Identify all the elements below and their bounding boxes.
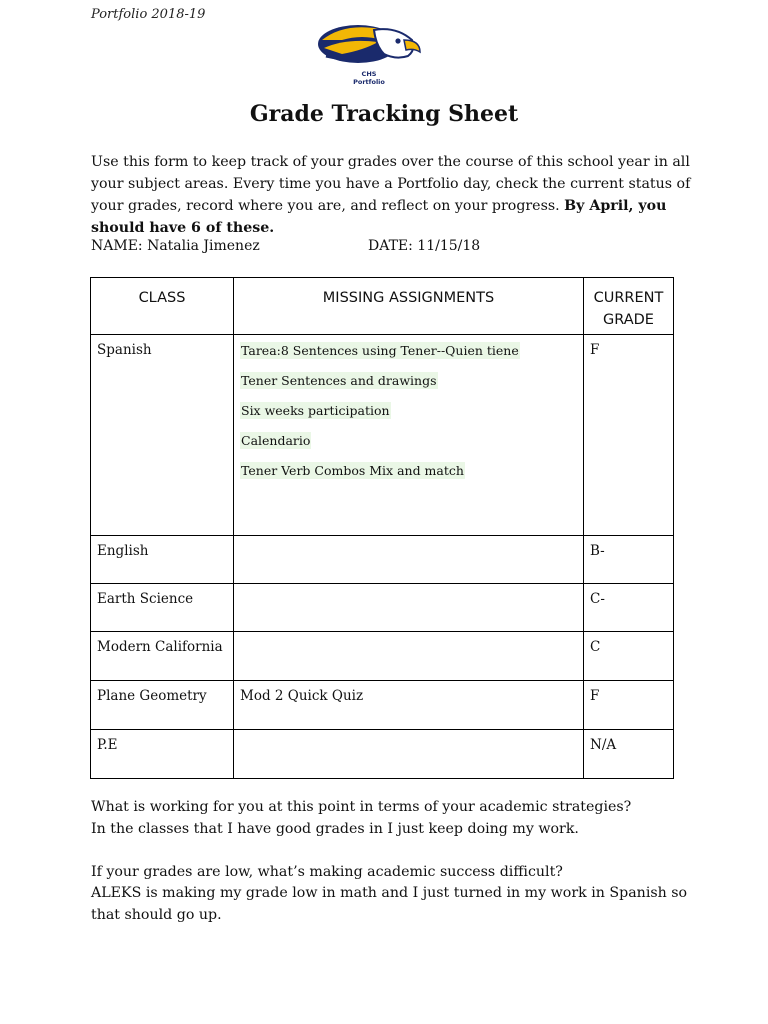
page-title: Grade Tracking Sheet [249,101,519,127]
intro-text: Use this form to keep track of your grades over the course of this school year in all your subject areas. Every time you have a Portfolio day, check the current status of your grades, record where you are, and reflect on your progress. [91,154,691,214]
assignment-item: Six weeks participation [241,403,390,418]
class-name: Earth Science [97,591,194,607]
current-grade: F [590,342,600,358]
missing-assignments [234,536,583,543]
missing-assignments: Mod 2 Quick Quiz [240,688,364,704]
assignment-item: Tener Sentences and drawings [241,373,437,388]
missing-assignments [234,584,583,591]
missing-assignments-list [234,335,583,492]
assignment-item: Calendario [241,433,311,448]
portfolio-year-note: Portfolio 2018-19 [91,7,206,22]
assignment-item: Tarea:8 Sentences using Tener--Quien tiene [241,343,519,358]
reflection-answer: In the classes that I have good grades in I just keep doing my work. [91,821,579,837]
class-name: Spanish [97,342,152,358]
class-name: English [97,543,149,559]
intro-bold-text: By April, you should have 6 of these. [91,198,667,236]
current-grade: F [590,688,600,704]
table-row [91,536,674,584]
sheet-date: DATE: 11/15/18 [368,238,481,254]
missing-assignments [234,730,583,737]
header-missing-assignments: MISSING ASSIGNMENTS [234,278,584,335]
current-grade: B- [590,543,605,559]
current-grade: N/A [590,737,617,753]
reflection-question: If your grades are low, what’s making academic success difficult? [91,864,563,880]
header-class: CLASS [91,278,234,335]
table-row [91,335,674,536]
table-row [91,584,674,632]
table-row [91,632,674,681]
missing-assignments [234,632,583,639]
grades-table [90,277,674,779]
class-name: P.E [97,737,118,753]
class-name: Plane Geometry [97,688,207,704]
header-current-grade: CURRENT GRADE [584,278,674,335]
intro-paragraph [91,151,691,239]
class-name: Modern California [97,639,223,655]
current-grade: C- [590,591,605,607]
current-grade: C [590,639,601,655]
student-name: NAME: Natalia Jimenez [91,238,260,254]
table-header-row [91,278,674,335]
logo-caption: CHS Portfolio [353,70,385,86]
reflection-question: What is working for you at this point in terms of your academic strategies? [91,799,632,815]
table-row [91,730,674,779]
table-row [91,681,674,730]
assignment-item: Tener Verb Combos Mix and match [241,463,464,478]
reflection-answer: ALEKS is making my grade low in math and I just turned in my work in Spanish so that should go up. [91,885,688,923]
